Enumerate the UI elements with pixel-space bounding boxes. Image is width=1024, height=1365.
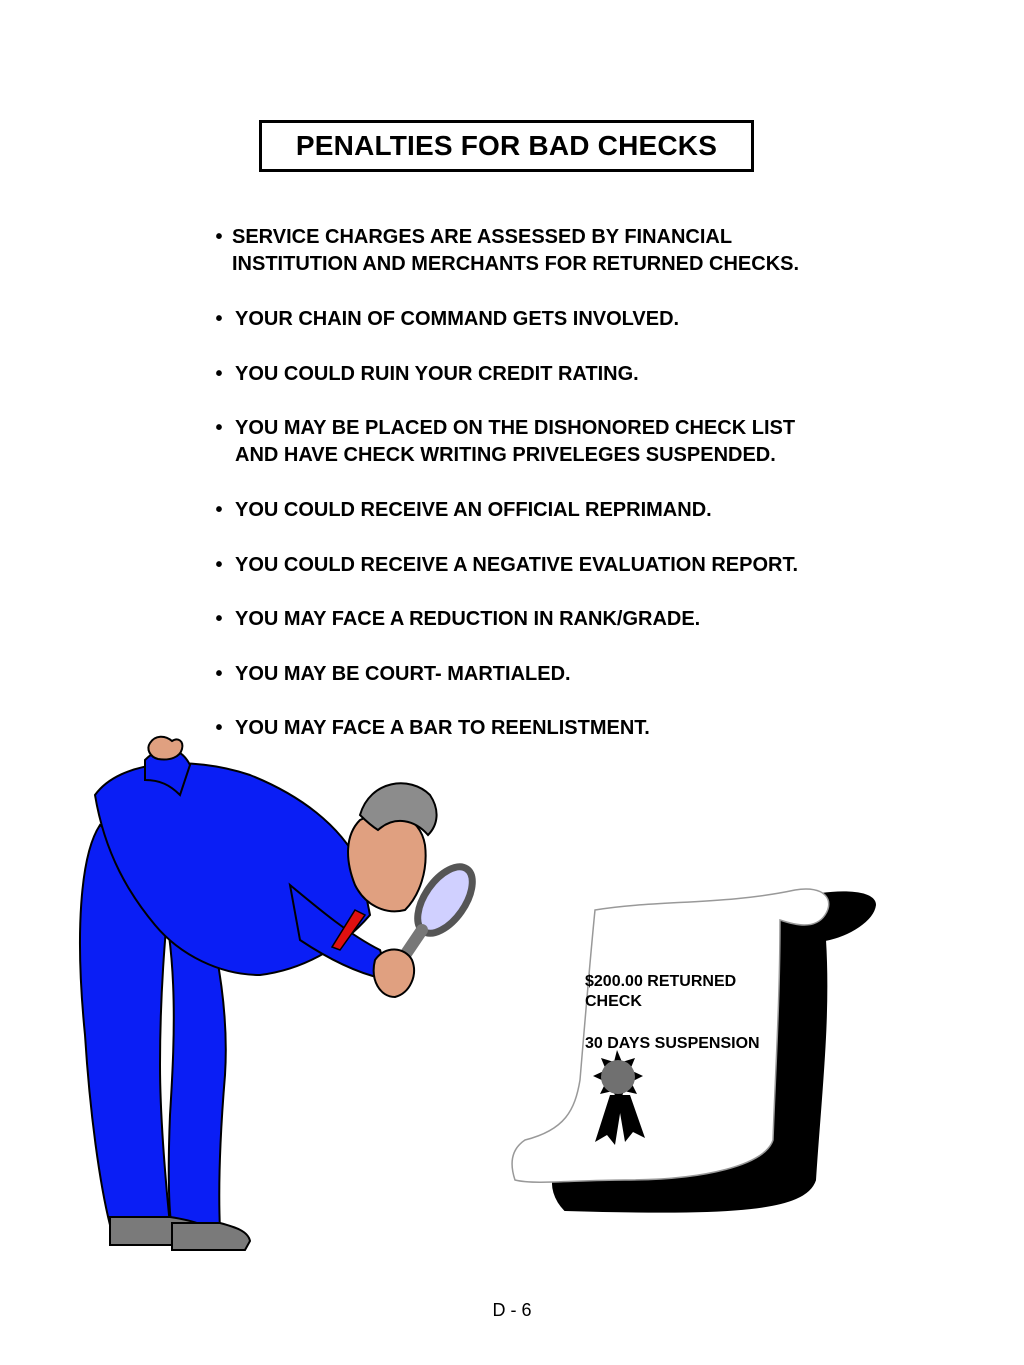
scroll-check-amount: $200.00 RETURNED CHECK — [585, 973, 737, 1010]
page-title: PENALTIES FOR BAD CHECKS — [259, 120, 754, 172]
page-number: D - 6 — [492, 1300, 532, 1320]
list-item — [210, 306, 910, 333]
bullet-marker: • — [215, 608, 223, 630]
list-item-text: YOU MAY BE PLACED ON THE DISHONORED CHECK LIST AND HAVE CHECK WRITING PRIVELEGES SUSPENDED. — [235, 417, 796, 466]
bullet-marker: • — [215, 417, 223, 439]
hand-on-back — [148, 737, 182, 760]
inspector-figure-illustration — [60, 735, 500, 1265]
bullet-marker: • — [215, 499, 223, 521]
list-item-text: YOU COULD RUIN YOUR CREDIT RATING. — [235, 363, 639, 385]
scroll-suspension-text: 30 DAYS SUSPENSION — [585, 1035, 760, 1052]
list-item-text: YOU COULD RECEIVE AN OFFICIAL REPRIMAND. — [235, 499, 712, 521]
list-item-text: SERVICE CHARGES ARE ASSESSED BY FINANCIAL INSTITUTION AND MERCHANTS FOR RETURNED CHECKS. — [232, 226, 800, 275]
shoe-front — [172, 1223, 250, 1250]
list-item-text: YOU MAY BE COURT- MARTIALED. — [235, 663, 571, 685]
list-item-text: YOU COULD RECEIVE A NEGATIVE EVALUATION REPORT. — [235, 554, 799, 576]
hand-holding-glass — [374, 949, 414, 997]
list-item-text: YOUR CHAIN OF COMMAND GETS INVOLVED. — [235, 308, 680, 330]
bullet-marker: • — [215, 663, 223, 685]
list-item — [210, 552, 910, 579]
bullet-marker: • — [215, 308, 223, 330]
bullet-marker: • — [215, 717, 223, 739]
bullet-marker: • — [215, 226, 223, 248]
list-item — [210, 497, 910, 524]
list-item-text: YOU MAY FACE A BAR TO REENLISTMENT. — [235, 717, 650, 739]
list-item — [210, 661, 910, 688]
list-item — [210, 415, 910, 469]
list-item — [210, 224, 910, 278]
bullet-marker: • — [215, 363, 223, 385]
list-item — [210, 361, 910, 388]
list-item — [210, 606, 910, 633]
list-item-text: YOU MAY FACE A REDUCTION IN RANK/GRADE. — [235, 608, 701, 630]
bullet-marker: • — [215, 554, 223, 576]
